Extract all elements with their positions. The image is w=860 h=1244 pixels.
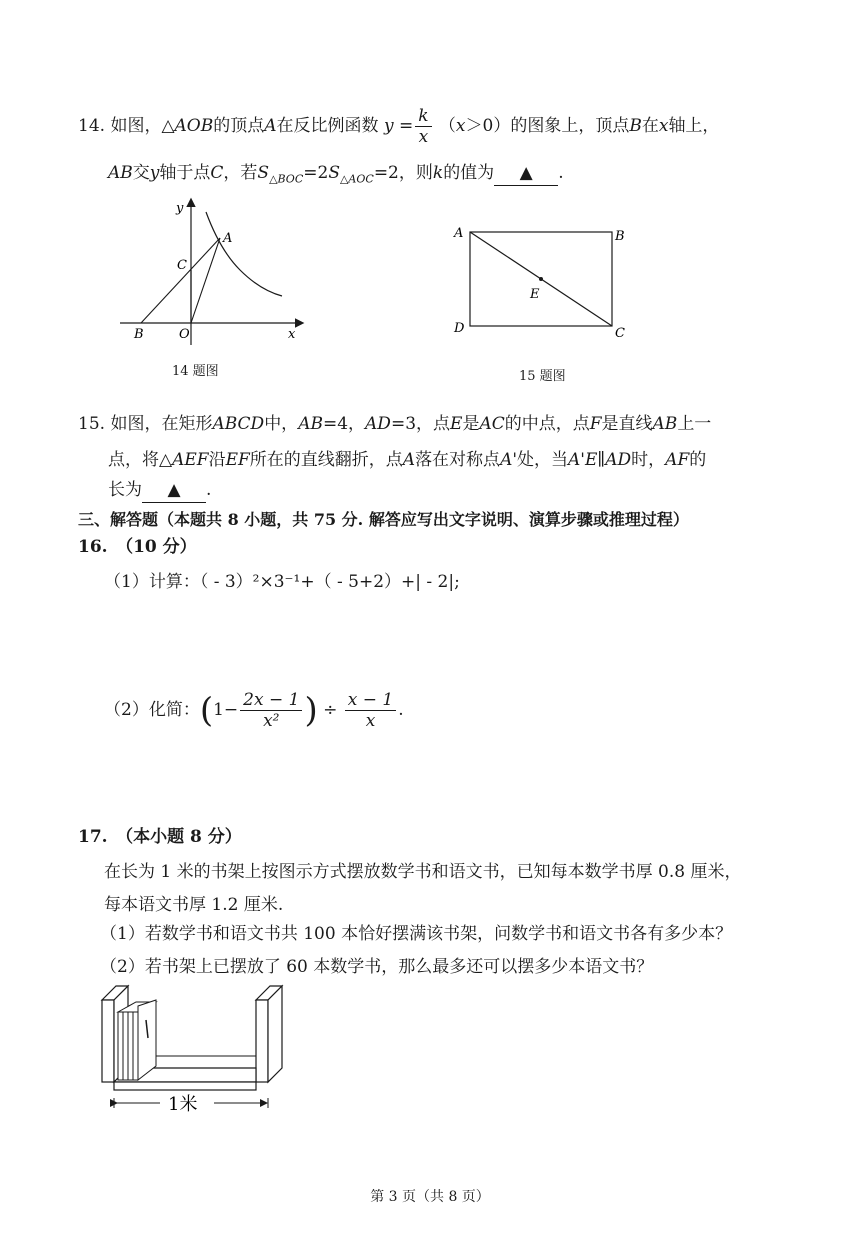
- q15-segment-ef: EF: [225, 450, 250, 470]
- q16-part2-label: （2）化简：: [104, 700, 200, 720]
- section-3-heading: 三、解答题（本题共 8 小题，共 75 分. 解答应写出文字说明、演算步骤或推理过程）: [78, 510, 689, 529]
- q16-fraction-2-numerator: x − 1: [345, 690, 396, 711]
- q15-text: 的: [689, 450, 707, 470]
- q14-segment-ab: AB: [108, 163, 133, 183]
- q15-segment-ape: A'E: [568, 450, 598, 470]
- q16-fraction-1: [240, 690, 302, 731]
- q15-point-a: A: [402, 450, 416, 470]
- q14-text: 的值为: [443, 163, 495, 183]
- q14-answer-mark: ▲: [519, 163, 533, 183]
- q14-area-symbol: S: [257, 163, 270, 183]
- q14-condition-x: x: [455, 116, 466, 136]
- books-stack: [118, 1000, 156, 1080]
- fig15-label-a: A: [454, 226, 464, 241]
- fig15-label-b: B: [615, 229, 625, 244]
- fig14-label-x: x: [288, 327, 296, 342]
- q14-triangle-name: AOB: [174, 116, 214, 136]
- figure-15: [450, 222, 630, 342]
- q14-x-axis: x: [658, 116, 669, 136]
- q15-point-e: E: [450, 414, 463, 434]
- q15-text: 长为: [108, 480, 142, 500]
- q17-line1: 在长为 1 米的书架上按图示方式摆放数学书和语文书，已知每本数学书厚 0.8 厘米，: [104, 862, 742, 882]
- bookshelf-length-label: 1米: [168, 1094, 198, 1115]
- q14-function-lhs: y =: [383, 116, 414, 136]
- q15-text: 点，将△: [108, 450, 173, 470]
- fig15-caption: 15 题图: [519, 369, 566, 384]
- q16-header: 16. （10 分）: [78, 537, 197, 557]
- q15-segment-ad: AD: [605, 450, 632, 470]
- q15-answer-blank: [142, 478, 206, 503]
- q17-part1: （1）若数学书和语文书共 100 本恰好摆满该书架，问数学书和语文书各有多少本？: [100, 924, 733, 944]
- q16-divide-sign: ÷: [323, 700, 338, 720]
- q14-number: 14.: [78, 116, 106, 136]
- segment-oa: [191, 238, 220, 323]
- segment-ba: [141, 238, 220, 323]
- q14-equation: =2: [303, 163, 329, 183]
- q15-text: =3，点: [390, 414, 451, 434]
- q15-text: 是直线: [601, 414, 653, 434]
- q16-part1: （1）计算：（ - 3）²×3⁻¹+（ - 5+2）+| - 2|;: [104, 572, 460, 592]
- q14-text: 交: [132, 163, 150, 183]
- fig14-label-y: y: [176, 201, 184, 216]
- q15-point-a-prime: A': [500, 450, 518, 470]
- q15-text: 处，当: [517, 450, 569, 470]
- q14-text: 如图，△: [110, 116, 175, 136]
- q14-text: 在反比例函数: [276, 116, 379, 136]
- q14-text: ，若: [223, 163, 258, 183]
- fig14-label-a: A: [223, 231, 233, 246]
- q14-text: 的顶点: [213, 116, 265, 136]
- q14-variable-k: k: [432, 163, 444, 183]
- fig14-caption: 14 题图: [172, 364, 219, 379]
- q14-text: 轴于点: [159, 163, 211, 183]
- q15-text: 的中点，点: [504, 414, 590, 434]
- q14-function-fraction: [415, 106, 431, 147]
- q14-text: 轴上，: [668, 116, 720, 136]
- q15-segment-ac: AC: [479, 414, 505, 434]
- bookshelf-figure: [96, 980, 296, 1120]
- q15-line-ab: AB: [652, 414, 678, 434]
- fig14-label-c: C: [177, 258, 187, 273]
- q15-line3: [108, 478, 211, 503]
- q16-part2: （2）化简：(1− $\frac{2x - 1}{\text{x²}}$ ) ÷ $\frac{x - 1}{x}$ .: [104, 690, 404, 731]
- figure-14: [110, 190, 310, 350]
- q16-fraction-1-numerator: 2x − 1: [240, 690, 302, 711]
- q15-text: .: [206, 480, 212, 500]
- q15-text: 所在的直线翻折，点: [249, 450, 403, 470]
- q14-area-subscript: △AOC: [339, 172, 374, 186]
- q14-condition: （: [438, 116, 456, 136]
- q15-text: 上一: [677, 414, 712, 434]
- q14-y-axis: y: [149, 163, 160, 183]
- q14-line1: [78, 106, 719, 147]
- q15-text: =4，: [322, 414, 366, 434]
- q14-answer-blank: [494, 161, 558, 186]
- q14-area-symbol: S: [328, 163, 340, 183]
- q14-text: 在: [641, 116, 659, 136]
- fig15-label-e: E: [530, 287, 540, 302]
- q17-header: 17. （本小题 8 分）: [78, 827, 242, 847]
- q17-line2: 每本语文书厚 1.2 厘米.: [104, 895, 284, 915]
- q15-answer-mark: ▲: [167, 480, 181, 500]
- q14-point-c: C: [210, 163, 224, 183]
- q17-part2: （2）若书架上已摆放了 60 本数学书，那么最多还可以摆多少本语文书？: [100, 957, 654, 977]
- q16-fraction-2: [345, 690, 396, 731]
- page-footer: 第 3 页（共 8 页）: [370, 1189, 490, 1205]
- q14-text: .: [558, 163, 564, 183]
- q14-fraction-denominator: x: [418, 127, 429, 147]
- q15-segment-ad: AD: [365, 414, 391, 434]
- q15-segment-af: AF: [665, 450, 690, 470]
- q15-parallel-symbol: ∥: [597, 450, 606, 470]
- q15-point-f: F: [589, 414, 602, 434]
- q15-line1: [78, 412, 711, 436]
- q14-text: 的图象上，顶点: [510, 116, 630, 136]
- q15-text: 时，: [631, 450, 666, 470]
- point-e: [539, 277, 543, 281]
- q15-triangle-name: AEF: [172, 450, 209, 470]
- fig14-label-o: O: [179, 327, 190, 342]
- q14-equation: =2，则: [373, 163, 433, 183]
- fig15-label-c: C: [615, 326, 625, 341]
- q14-condition: ＞0）: [465, 116, 511, 136]
- q15-rectangle-name: ABCD: [212, 414, 265, 434]
- q14-line2: [108, 161, 564, 191]
- q14-point-a: A: [264, 116, 277, 136]
- q15-number: 15.: [78, 414, 106, 434]
- q15-segment-ab: AB: [298, 414, 323, 434]
- q15-text: 落在对称点: [415, 450, 501, 470]
- q15-text: 如图，在矩形: [110, 414, 213, 434]
- q14-point-b: B: [629, 116, 642, 136]
- fig15-label-d: D: [454, 321, 465, 336]
- q15-text: 是: [462, 414, 480, 434]
- hyperbola-curve: [206, 212, 282, 296]
- q15-line2: [108, 448, 706, 472]
- q14-area-subscript: △BOC: [269, 172, 304, 186]
- q16-fraction-1-denominator: x²: [263, 711, 280, 731]
- q15-text: 中，: [264, 414, 299, 434]
- q16-expression-one: 1−: [213, 700, 239, 720]
- fig14-label-b: B: [134, 327, 144, 342]
- q14-fraction-numerator: k: [415, 106, 431, 127]
- q16-text: .: [398, 700, 404, 720]
- q15-text: 沿: [208, 450, 226, 470]
- q16-fraction-2-denominator: x: [365, 711, 376, 731]
